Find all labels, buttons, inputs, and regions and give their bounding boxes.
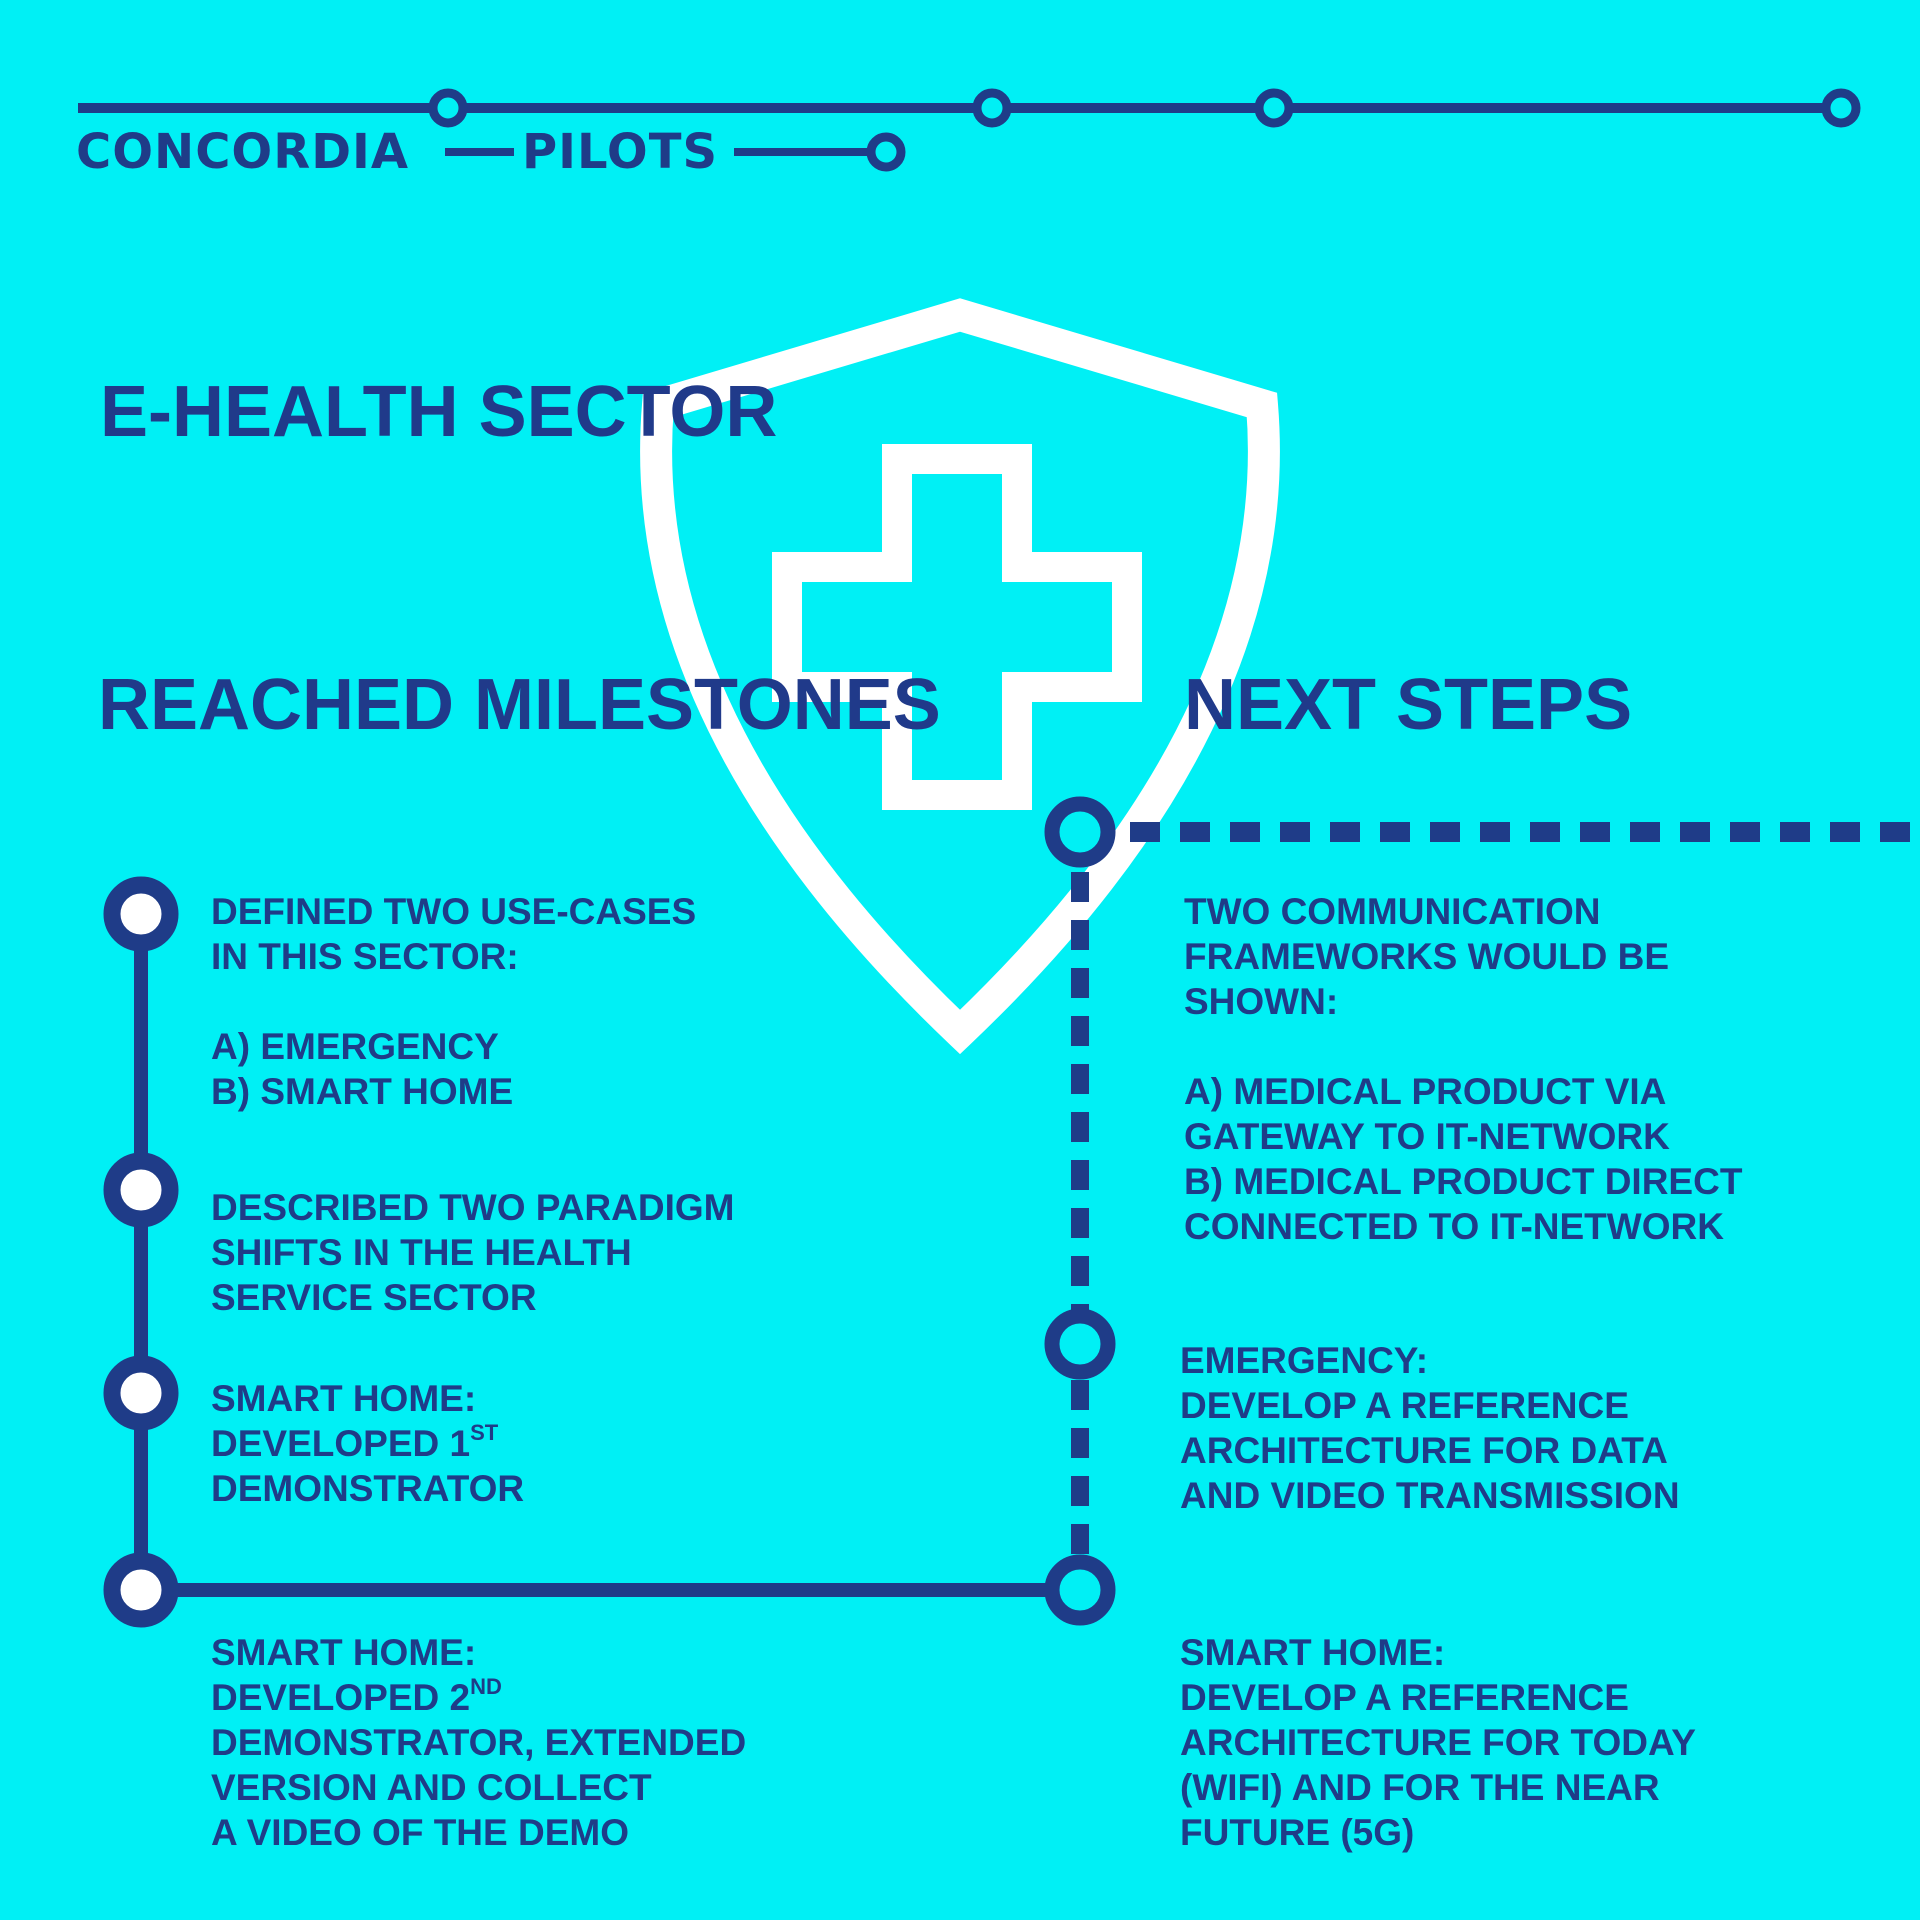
next-step-text-line: GATEWAY TO IT-NETWORK <box>1184 1116 1670 1157</box>
milestone-text-line: A) EMERGENCY <box>211 1026 499 1067</box>
top-line-node <box>1259 93 1289 123</box>
milestone-text-line: SMART HOME: <box>211 1378 477 1419</box>
next-step-text-line: (WIFI) AND FOR THE NEAR <box>1180 1767 1660 1808</box>
milestone-text-line: DEMONSTRATOR, EXTENDED <box>211 1722 747 1763</box>
milestone-text-line: A VIDEO OF THE DEMO <box>211 1812 629 1853</box>
milestone-text-line: DEMONSTRATOR <box>211 1468 525 1509</box>
logo-word-pilots: PILOTS <box>522 124 719 180</box>
milestone-node <box>112 1364 170 1422</box>
top-line-node <box>977 93 1007 123</box>
next-step-text-line: EMERGENCY: <box>1180 1340 1429 1381</box>
next-step-node <box>1052 1562 1108 1618</box>
milestone-text-line <box>211 1421 498 1466</box>
milestone-ordinal-superscript: ST <box>470 1420 499 1445</box>
milestone-text-line: IN THIS SECTOR: <box>211 936 519 977</box>
next-step-text-line: FRAMEWORKS WOULD BE <box>1184 936 1670 977</box>
next-step-node <box>1052 1316 1108 1372</box>
milestone-node <box>112 885 170 943</box>
milestone-text-line: SERVICE SECTOR <box>211 1277 537 1318</box>
milestone-text-line: B) SMART HOME <box>211 1071 514 1112</box>
next-step-text-line: ARCHITECTURE FOR DATA <box>1180 1430 1668 1471</box>
milestone-text-main: DEVELOPED 1 <box>211 1423 471 1464</box>
milestone-text-main: DEVELOPED 2 <box>211 1677 471 1718</box>
logo-word-concordia: CONCORDIA <box>76 124 410 180</box>
page-title: E-HEALTH SECTOR <box>100 372 778 452</box>
next-step-node <box>1052 804 1108 860</box>
milestone-node <box>112 1161 170 1219</box>
next-step-text-line: SHOWN: <box>1184 981 1339 1022</box>
next-step-text-line: A) MEDICAL PRODUCT VIA <box>1184 1071 1667 1112</box>
milestone-text-line <box>211 1675 502 1720</box>
next-step-text-line: SMART HOME: <box>1180 1632 1446 1673</box>
next-steps-heading: NEXT STEPS <box>1184 665 1633 745</box>
next-step-text-line: CONNECTED TO IT-NETWORK <box>1184 1206 1724 1247</box>
milestone-text-line: DEFINED TWO USE-CASES <box>211 891 697 932</box>
reached-milestones-heading: REACHED MILESTONES <box>98 665 941 745</box>
logo-node <box>871 137 901 167</box>
milestone-node <box>112 1561 170 1619</box>
top-line-node <box>433 93 463 123</box>
next-step-text-line: DEVELOP A REFERENCE <box>1180 1677 1629 1718</box>
next-step-text-line: ARCHITECTURE FOR TODAY <box>1180 1722 1696 1763</box>
milestone-text-line: SHIFTS IN THE HEALTH <box>211 1232 632 1273</box>
next-step-text-line: B) MEDICAL PRODUCT DIRECT <box>1184 1161 1743 1202</box>
next-step-text-line: AND VIDEO TRANSMISSION <box>1180 1475 1680 1516</box>
header-top-line <box>78 93 1856 123</box>
milestone-text-line: SMART HOME: <box>211 1632 477 1673</box>
next-step-text-line: FUTURE (5G) <box>1180 1812 1415 1853</box>
milestone-ordinal-superscript: ND <box>470 1674 502 1699</box>
milestone-text-line: DESCRIBED TWO PARADIGM <box>211 1187 735 1228</box>
next-step-text-line: DEVELOP A REFERENCE <box>1180 1385 1629 1426</box>
milestone-text-line: VERSION AND COLLECT <box>211 1767 652 1808</box>
next-step-text-line: TWO COMMUNICATION <box>1184 891 1601 932</box>
top-line-node <box>1826 93 1856 123</box>
